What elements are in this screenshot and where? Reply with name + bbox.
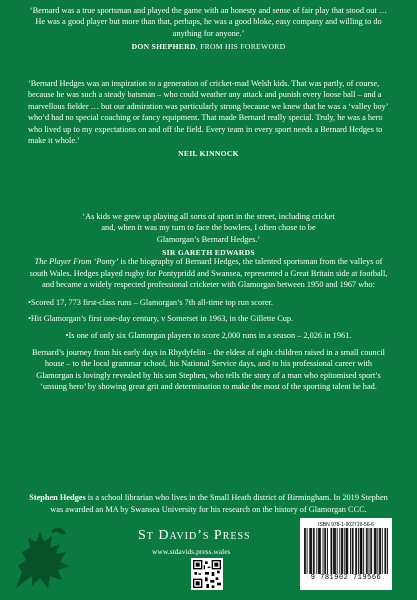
quote-neil-kinnock bbox=[28, 78, 389, 160]
isbn-label: ISBN 978-1-902719-56-6 bbox=[318, 522, 374, 528]
blurb-intro-text: is the biography of Bernard Hedges, the talented sportsman from the valleys of south Wales. Hedges played rugby for Pontypridd and Swansea, represented a Great Britain side at football, and became a widely respected professional cricketer with Glamorgan between 1950 and 1967 who: bbox=[29, 257, 388, 290]
achievement-item: •Is one of only six Glamorgan players to score 2,000 runs in a season – 2,026 in 1961. bbox=[65, 330, 352, 340]
achievements-list bbox=[28, 297, 389, 342]
qr-code[interactable] bbox=[191, 558, 223, 590]
attribution-role: , FROM HIS FOREWORD bbox=[195, 42, 286, 52]
author-bio-text: is a school librarian who lives in the Small Heath district of Birmingham. In 2019 Stephen was awarded an MA by Swansea University for his research on the history of Glamorgan CCC. bbox=[50, 493, 388, 514]
achievement-item: •Scored 17, 773 first-class runs – Glamorgan’s 7th all-time top run scorer. bbox=[28, 297, 273, 307]
welsh-dragon-logo bbox=[8, 522, 78, 592]
cover-footer bbox=[0, 518, 417, 600]
publisher-name: St David’s Press bbox=[138, 528, 251, 543]
barcode-bars bbox=[304, 528, 388, 574]
blurb-intro bbox=[28, 256, 389, 291]
attribution-name: SIR GARETH EDWARDS bbox=[162, 248, 255, 258]
isbn-barcode bbox=[300, 518, 392, 590]
author-name: Stephen Hedges bbox=[29, 493, 86, 502]
blurb-journey: Bernard’s journey from his early days in Rhydyfelin – the eldest of eight children raised in a small council house – to the local grammar school, his National Service days, and to his professional career with Glamorgan is lovingly revealed by his son Stephen, who tells the story of a man who epitomised sport’s ‘unsung hero’ by showing great grit and determination to make the most of the sporting talent he had. bbox=[32, 347, 385, 392]
quote-gareth-edwards bbox=[80, 211, 337, 259]
quote-text: ‘Bernard Hedges was an inspiration to a generation of cricket-mad Welsh kids. That was partly, of course, because he was such a steady batsman – who could weather any attack and punish every loose ball – and a marvellous fielder … but our admiration was particularly strong because we knew that he was a ‘valley boy’ who’d had no special coaching or fancy equipment. That made Bernard really special. Truly, he was a hero who lived up to my expectations on and off the field. Every team in every sport needs a Bernard Hedges to make it whole.’ bbox=[28, 79, 388, 146]
quote-attribution bbox=[28, 41, 389, 52]
achievement-item: •Hit Glamorgan’s first one-day century, v Somerset in 1963, in the Gillette Cup. bbox=[28, 314, 294, 324]
isbn-number: 9 781902 719566 bbox=[310, 574, 382, 582]
attribution-name: NEIL KINNOCK bbox=[178, 149, 239, 159]
quote-don-shepherd bbox=[28, 5, 389, 53]
quote-text: ‘As kids we grew up playing all sorts of sport in the street, including cricket and, when it was my turn to face the bowlers, I often chose to be Glamorgan’s Bernard Hedges.’ bbox=[82, 212, 335, 244]
quote-attribution bbox=[28, 148, 389, 159]
quote-text: ‘Bernard was a true sportsman and played the game with an honesty and sense of fair play that stood out … He was a good player but more than that, perhaps, he was a good bloke, easy company and willing to do anything for anyone.’ bbox=[29, 6, 388, 38]
book-title: The Player From ‘Ponty’ bbox=[34, 257, 119, 266]
author-bio bbox=[28, 492, 389, 515]
attribution-name: DON SHEPHERD bbox=[131, 42, 196, 52]
publisher-url[interactable]: www.stdavids.press.wales bbox=[152, 547, 231, 556]
book-blurb bbox=[28, 256, 389, 399]
